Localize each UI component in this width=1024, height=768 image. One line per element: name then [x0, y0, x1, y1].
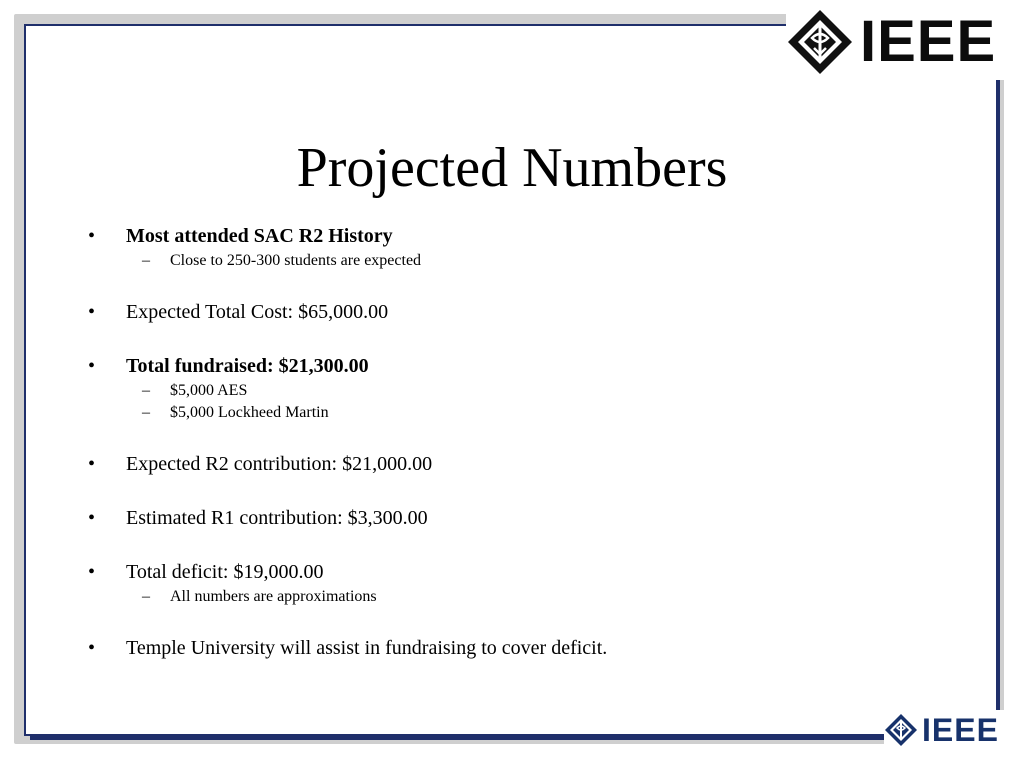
- sub-bullet-list: [84, 380, 944, 424]
- bullet-text: Temple University will assist in fundraising to cover deficit.: [126, 637, 608, 659]
- sub-bullet-list: [84, 250, 944, 272]
- bullet-item: [84, 222, 944, 250]
- bullet-item: [84, 298, 944, 326]
- ieee-wordmark: IEEE: [860, 9, 997, 74]
- bullet-group: [84, 352, 944, 424]
- bullet-list: [84, 222, 944, 688]
- bullet-text: Most attended SAC R2 History: [126, 225, 393, 247]
- bullet-text: Expected R2 contribution: $21,000.00: [126, 453, 433, 475]
- bullet-group: [84, 450, 944, 478]
- bullet-group: [84, 504, 944, 532]
- bullet-group: [84, 558, 944, 608]
- ieee-logo-bottom: [884, 710, 1014, 750]
- sub-bullet-item: – All numbers are approximations: [84, 586, 944, 608]
- bullet-text: Total deficit: $19,000.00: [126, 561, 324, 583]
- slide-title: Projected Numbers: [296, 136, 728, 199]
- sub-bullet-item: – Close to 250-300 students are expected: [84, 250, 944, 272]
- bullet-group: [84, 298, 944, 326]
- bullet-text: Total fundraised: $21,300.00: [126, 355, 369, 377]
- ieee-diamond-icon: [786, 8, 854, 76]
- bullet-item: [84, 634, 944, 662]
- bullet-group: [84, 222, 944, 272]
- bullet-item: [84, 450, 944, 478]
- bullet-item: [84, 558, 944, 586]
- sub-bullet-item: – $5,000 Lockheed Martin: [84, 402, 944, 424]
- ieee-wordmark-small: IEEE: [922, 712, 999, 748]
- ieee-diamond-icon: [884, 713, 918, 747]
- sub-bullet-list: [84, 586, 944, 608]
- bullet-text: Estimated R1 contribution: $3,300.00: [126, 507, 428, 529]
- bullet-item: [84, 504, 944, 532]
- bullet-item: [84, 352, 944, 380]
- bullet-text: Expected Total Cost: $65,000.00: [126, 301, 389, 323]
- ieee-logo-top: [786, 4, 1020, 80]
- bullet-group: [84, 634, 944, 662]
- sub-bullet-item: – $5,000 AES: [84, 380, 944, 402]
